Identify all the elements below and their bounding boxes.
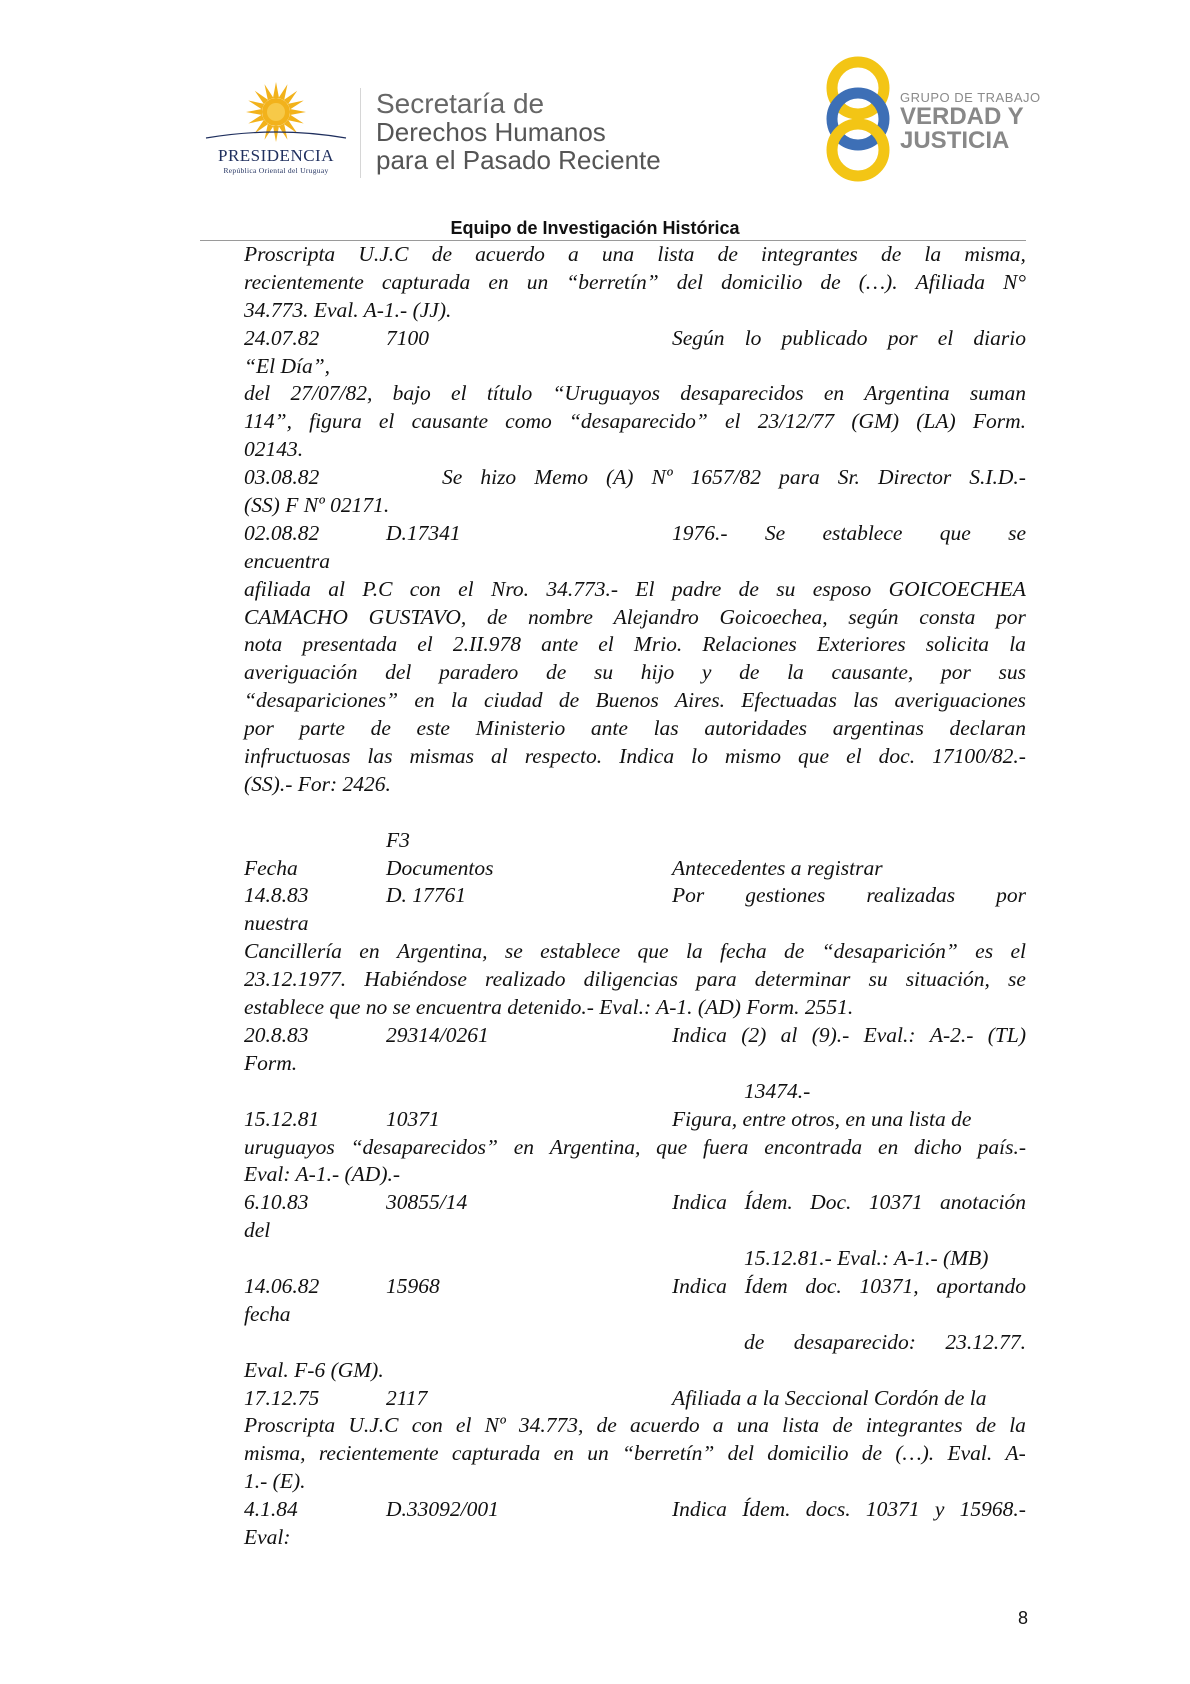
text-line — [244, 1524, 1026, 1552]
column-c2: D.17341 — [386, 520, 461, 545]
text-line — [244, 1022, 1026, 1050]
text-line: Proscripta U.J.C de acuerdo a una lista de integrantes de la misma, — [244, 242, 1026, 266]
line-text: 34.773. Eval. A-1.- (JJ). — [244, 297, 452, 322]
column-c3: Indica Ídem. Doc. 10371 anotación — [672, 1190, 1026, 1215]
text-line: misma, recientemente capturada en un “berretín” del domicilio de (…). Eval. A- — [244, 1441, 1026, 1466]
presidencia-sub-label: República Oriental del Uruguay — [223, 166, 329, 175]
line-text: establece que no se encuentra detenido.- Eval.: A-1. (AD) Form. 2551. — [244, 995, 854, 1020]
column-c3: Indica (2) al (9).- Eval.: A-2.- (TL) — [672, 1022, 1026, 1047]
column-c2: 30855/14 — [386, 1190, 468, 1215]
text-line — [244, 464, 1026, 492]
header-divider — [360, 88, 361, 178]
column-c4: de desaparecido: 23.12.77. — [744, 1329, 1026, 1354]
column-c3: Indica Ídem. docs. 10371 y 15968.- — [672, 1497, 1026, 1522]
line-text: fecha — [244, 1301, 291, 1326]
text-line — [244, 1078, 1026, 1106]
column-c2: Documentos — [386, 855, 494, 880]
text-line: infructuosas las mismas al respecto. Indica lo mismo que el doc. 17100/82.- — [244, 744, 1026, 769]
text-line — [244, 1245, 1026, 1273]
column-c2: 7100 — [386, 325, 429, 350]
text-line: CAMACHO GUSTAVO, de nombre Alejandro Goicoechea, según consta por — [244, 604, 1026, 629]
column-c1: 4.1.84 — [244, 1497, 298, 1522]
column-c1: 6.10.83 — [244, 1190, 309, 1215]
column-c2: D. 17761 — [386, 883, 467, 908]
text-line — [244, 353, 1026, 381]
text-line: recientemente capturada en un “berretín” del domicilio de (…). Afiliada N° — [244, 269, 1026, 294]
column-c2: F3 — [386, 827, 410, 852]
text-line — [244, 492, 1026, 520]
text-line: “desapariciones” en la ciudad de Buenos Aires. Efectuadas las averiguaciones — [244, 688, 1026, 713]
column-c1: Fecha — [244, 855, 298, 880]
line-text: Eval. F-6 (GM). — [244, 1357, 384, 1382]
secretaria-line-2: Derechos Humanos — [376, 117, 606, 147]
text-line: nota presentada el 2.II.978 ante el Mrio. Relaciones Exteriores solicita la — [244, 632, 1026, 657]
column-c1: 14.06.82 — [244, 1273, 320, 1298]
text-line — [244, 325, 1026, 353]
line-text: “El Día”, — [244, 353, 331, 378]
text-line — [244, 1301, 1026, 1329]
text-line — [244, 1189, 1026, 1217]
line-text: 1.- (E). — [244, 1469, 306, 1494]
line-text: del — [244, 1218, 271, 1243]
column-c1: 14.8.83 — [244, 883, 309, 908]
text-line — [244, 297, 1026, 325]
secretaria-title — [376, 90, 661, 174]
line-text: nuestra — [244, 911, 309, 936]
text-line: averiguación del paradero de su hijo y de la causante, por sus — [244, 660, 1026, 685]
column-c4l: 15.12.81.- Eval.: A-1.- (MB) — [744, 1246, 989, 1271]
document-body — [244, 241, 1026, 1552]
text-line — [244, 771, 1026, 799]
line-text: Eval: — [244, 1524, 291, 1549]
column-c1: 03.08.82 — [244, 465, 320, 490]
column-c2: 15968 — [386, 1273, 440, 1298]
column-c1: 15.12.81 — [244, 1106, 320, 1131]
grupo-trabajo-title — [900, 90, 1041, 153]
text-line — [244, 1273, 1026, 1301]
text-line: Cancillería en Argentina, se establece que la fecha de “desaparición” es el — [244, 939, 1026, 964]
grupo-line-2: VERDAD Y — [900, 103, 1024, 130]
text-line — [244, 1329, 1026, 1357]
column-c3: Indica Ídem doc. 10371, aportando — [672, 1273, 1026, 1298]
line-text: Form. — [244, 1050, 298, 1075]
column-c1: 17.12.75 — [244, 1385, 320, 1410]
text-line: afiliada al P.C con el Nro. 34.773.- El padre de su esposo GOICOECHEA — [244, 576, 1026, 601]
text-line: 23.12.1977. Habiéndose realizado diligencias para determinar su situación, se — [244, 967, 1026, 992]
column-c1: 24.07.82 — [244, 325, 320, 350]
column-c3l: Figura, entre otros, en una lista de — [672, 1106, 972, 1131]
line-text: encuentra — [244, 548, 330, 573]
column-c2: D.33092/001 — [386, 1497, 499, 1522]
text-line — [244, 1217, 1026, 1245]
line-text: Eval: A-1.- (AD).- — [244, 1162, 401, 1187]
column-c1: 02.08.82 — [244, 520, 320, 545]
text-line — [244, 1357, 1026, 1385]
text-line — [244, 827, 1026, 855]
secretaria-line-1: Secretaría de — [376, 88, 545, 119]
text-line: por parte de este Ministerio ante las autoridades argentinas declaran — [244, 716, 1026, 741]
column-c3l: Afiliada a la Seccional Cordón de la — [672, 1385, 987, 1410]
column-c3l: Antecedentes a registrar — [672, 855, 883, 880]
team-heading: Equipo de Investigación Histórica — [450, 218, 740, 238]
text-line: 114”, figura el causante como “desaparecido” el 23/12/77 (GM) (LA) Form. — [244, 409, 1026, 434]
text-line — [244, 1496, 1026, 1524]
text-line — [244, 1468, 1026, 1496]
grupo-line-1: GRUPO DE TRABAJO — [900, 90, 1041, 105]
grupo-line-3: JUSTICIA — [900, 127, 1010, 154]
column-c2: 2117 — [386, 1385, 428, 1410]
column-c2: 10371 — [386, 1106, 440, 1131]
column-c3: Según lo publicado por el diario — [672, 325, 1026, 350]
secretaria-line-3: para el Pasado Reciente — [376, 145, 661, 175]
presidencia-label: PRESIDENCIA — [217, 146, 334, 165]
text-line: uruguayos “desaparecidos” en Argentina, que fuera encontrada en dicho país.- — [244, 1134, 1026, 1159]
text-line — [244, 855, 1026, 883]
column-c3: 1976.- Se establece que se — [672, 520, 1026, 545]
text-line — [244, 1161, 1026, 1189]
text-line — [244, 882, 1026, 910]
column-wide: Se hizo Memo (A) Nº 1657/82 para Sr. Director S.I.D.- — [442, 465, 1026, 490]
text-line — [244, 994, 1026, 1022]
page-number: 8 — [1018, 1608, 1029, 1628]
column-c2: 29314/0261 — [386, 1022, 489, 1047]
column-c1: 20.8.83 — [244, 1022, 309, 1047]
text-line: del 27/07/82, bajo el título “Uruguayos desaparecidos en Argentina suman — [244, 381, 1026, 406]
text-line: Proscripta U.J.C con el Nº 34.773, de acuerdo a una lista de integrantes de la — [244, 1413, 1026, 1438]
text-line — [244, 436, 1026, 464]
line-text: (SS) F Nº 02171. — [244, 493, 390, 518]
text-line — [244, 1385, 1026, 1413]
text-line — [244, 520, 1026, 548]
column-c3: Por gestiones realizadas por — [672, 883, 1026, 908]
text-line — [244, 910, 1026, 938]
text-line — [244, 1106, 1026, 1134]
text-line — [244, 1050, 1026, 1078]
line-text: 02143. — [244, 437, 304, 462]
column-c4l: 13474.- — [744, 1078, 811, 1103]
text-line — [244, 548, 1026, 576]
line-text: (SS).- For: 2426. — [244, 771, 391, 796]
text-line — [244, 799, 1026, 827]
